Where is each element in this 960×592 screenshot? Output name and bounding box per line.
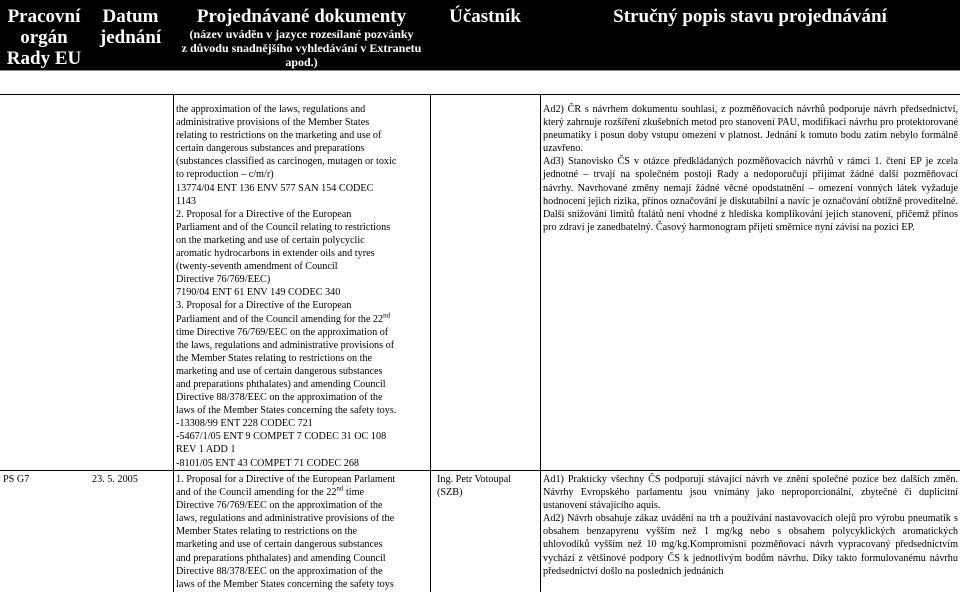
header-body <box>0 0 88 70</box>
header-separator <box>0 70 960 71</box>
upper-documents-text: the approximation of the laws, regulations and administrative provisions of the Member States relating to restrictions on the marketing and use of certain dangerous substances and preparations (substances classified as carcinogen, mutagen or toxic to reproduction – c/m/r) 13774/04 ENT 136 ENV 577 SAN 154 CODEC 1143 2. Proposal for a Directive of the European Parliament and of the Council relating to restrictions on the marketing and use of certain polycyclic aromatic hydrocarbons in extender oils and tyres (twenty-seventh amendment of Council Directive 76/769/EEC) 7190/04 ENT 61 ENV 149 CODEC 340 3. Proposal for a Directive of the European <box>176 104 397 312</box>
upper-doc3-line2 <box>176 311 391 325</box>
upper-documents-cont: time Directive 76/769/EEC on the approximation of the laws, regulations and administrative provisions of the Member States relating to restrictions on the marketing and use of certain dangerous substances and preparations phthalates) and amending Council Directive 88/378/EEC on the approximation of the laws of the Member States concerning the safety toys. -13308/99 ENT 228 CODEC 721 -5467/1/05 ENT 9 COMPET 7 CODEC 31 OC 108 REV 1 ADD 1 -8101/05 ENT 43 COMPET 71 CODEC 268 <box>176 326 397 469</box>
upper-status: Ad2) ČR s návrhem dokumentu souhlasí, z pozměňovacích návrhů podporuje návrh předsednictví, který zahrnuje rozšíření zkušebních metod pro stanovení PAU, modifikaci návrhu pro protektorované pneumatiky i posun doby vstupu omezení v platnost. Jednání k tomuto bodu zatím nebylo formálně uzavřeno. Ad3) Stanovisko ČS v otázce předkládaných pozměňovacích návrhů v rámci 1. čtení EP je zcela jednotné – trvají na společném postoji Rady a nedoporučují přijímat žádné další pozměňovací návrhy. Navrhované změny nemají žádné věcné opodstatnění – omezení vonných látek vyžaduje hodnocení jejich rizika, přínos označování je diskutabilní a navíc je označování obtížně proveditelné. Další snižování limitů ftalátů není vhodné z hlediska komplikování jejich stanovení, přičemž přínos pro zdraví je zanedbatelný. Časový harmonogram přijetí směrnice nyní závisí na pozici EP. <box>543 104 958 233</box>
header-body-line1: Pracovní <box>7 6 81 27</box>
header-status <box>540 0 960 70</box>
header-documents-sub1: (název uváděn v jazyce rozesílané pozvánky <box>189 27 414 41</box>
lower-participant: Ing. Petr Votoupal (SZB) <box>437 474 512 499</box>
lower-doc1-line2-post: time <box>343 487 365 499</box>
lower-doc1-rest: Directive 76/769/EEC on the approximation of the laws, regulations and administrative provisions of the Member States relating to restrictions on the marketing and use of certain dangerous substances and preparations phthalates) and amending Council Directive 88/378/EEC on the approximation of the laws of the Member States concerning the safety toys <box>176 500 395 590</box>
upper-doc3-sup: nd <box>383 311 391 320</box>
header-documents-sub2: z důvodu snadnějšího vyhledávání v Extranetu <box>181 41 422 55</box>
lower-doc1-line1: 1. Proposal for a Directive of the European Parlament <box>176 474 396 485</box>
upper-documents <box>176 103 428 470</box>
header-date-line1: Datum <box>102 6 159 27</box>
upper-doc3-line2-text: Parliament and of the Council amending for the 22 <box>176 313 384 325</box>
header-documents <box>173 0 430 70</box>
lower-doc1-sup: nd <box>336 484 344 493</box>
lower-status: Ad1) Prakticky všechny ČS podporují stávající návrh ve znění společné pozice bez dalších změn. Návrhy Evropského parlamentu jsou vnímány jako neproporcionální, zbytečné či duplicitní ustanovení stávajícího aquis. Ad2) Návrh obsahuje zákaz uvádění na trh a používání nastavovacích olejů pro výrobu pneumatik s obsahem benzapyrenu vyšším než 1 mg/kg nebo s obsahem polycyklických aromatických uhlovodíků vyšším než 10 mg/kg.Kompromisní pozměňovací návrh vypracovaný předsednictvím vychází z většinové podpory ČS k jednotlivým bodům návrhu. Díky takto formulovanému návrhu předsednictví došlo na posledních jednáních <box>543 474 958 577</box>
header-status-title: Stručný popis stavu projednávání <box>613 6 887 27</box>
header-participant-title: Účastník <box>449 6 521 27</box>
header-date <box>88 0 173 70</box>
column-divider <box>540 94 541 592</box>
header-date-line2: jednání <box>99 27 162 48</box>
header-body-line2: orgán <box>20 27 68 48</box>
lower-doc1-line2 <box>176 484 365 499</box>
column-divider <box>173 94 174 592</box>
lower-body: PS G7 <box>3 474 30 485</box>
row-border <box>0 470 960 471</box>
lower-doc1-line2-pre: and of the Council amending for the 22 <box>176 487 337 499</box>
lower-documents <box>176 473 428 591</box>
row-top-border <box>0 94 960 95</box>
table-header <box>0 0 960 70</box>
header-documents-sub3: apod.) <box>285 55 318 69</box>
lower-date: 23. 5. 2005 <box>92 474 138 485</box>
header-documents-title: Projednávané dokumenty <box>196 6 407 27</box>
column-divider <box>430 94 431 592</box>
header-body-line3: Rady EU <box>6 48 82 69</box>
header-participant <box>430 0 540 70</box>
